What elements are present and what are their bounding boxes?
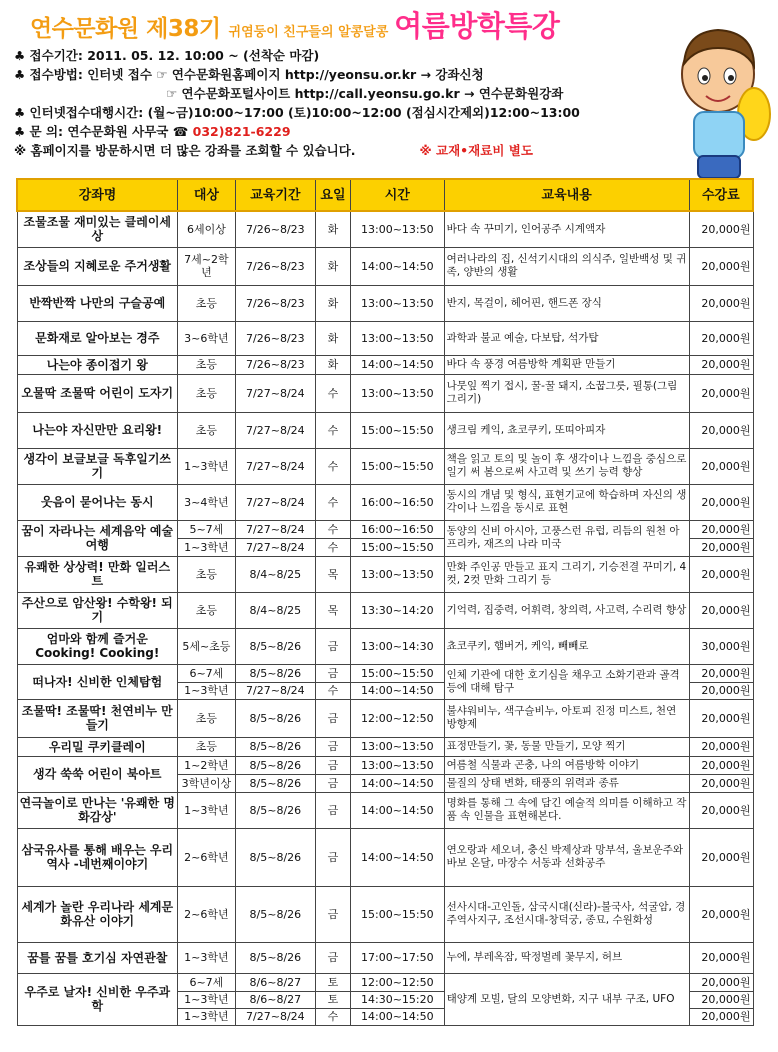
course-period: 7/27~8/24: [235, 520, 315, 538]
course-day: 수: [316, 374, 351, 412]
course-day: 수: [316, 448, 351, 484]
course-content: 표정만들기, 꽃, 동물 만들기, 모양 찍기: [444, 737, 689, 756]
course-period: 8/5~8/26: [235, 628, 315, 664]
course-fee: 20,000원: [689, 682, 753, 699]
course-target: 초등: [178, 737, 236, 756]
course-day: 목: [316, 556, 351, 592]
course-fee: 20,000원: [689, 520, 753, 538]
course-day: 토: [316, 991, 351, 1008]
course-target: 초등: [178, 374, 236, 412]
course-day: 금: [316, 628, 351, 664]
course-target: 초등: [178, 556, 236, 592]
course-day: 금: [316, 774, 351, 792]
course-period: 7/26~8/23: [235, 355, 315, 374]
table-row: [17, 828, 753, 886]
info-contact: [14, 122, 580, 141]
course-period: 8/5~8/26: [235, 774, 315, 792]
course-title: 생각 쑥쑥 어린이 북아트: [17, 756, 178, 792]
course-period: 7/27~8/24: [235, 448, 315, 484]
course-content: 기억력, 집중력, 어휘력, 창의력, 사고력, 수리력 향상: [444, 592, 689, 628]
course-period: 7/26~8/23: [235, 211, 315, 247]
course-fee: 20,000원: [689, 699, 753, 737]
table-row: [17, 556, 753, 592]
course-fee: 20,000원: [689, 756, 753, 774]
table-row: [17, 374, 753, 412]
course-time: 13:30~14:20: [350, 592, 444, 628]
course-target: 3학년이상: [178, 774, 236, 792]
course-period: 8/5~8/26: [235, 886, 315, 942]
course-period: 7/26~8/23: [235, 321, 315, 355]
title-main: 연수문화원 제38기: [30, 16, 221, 42]
course-time: 13:00~13:50: [350, 321, 444, 355]
course-content: 과학과 불교 예술, 다보탑, 석가탑: [444, 321, 689, 355]
course-period: 8/5~8/26: [235, 792, 315, 828]
course-period: 7/27~8/24: [235, 374, 315, 412]
course-fee: 20,000원: [689, 247, 753, 285]
course-period: 7/26~8/23: [235, 247, 315, 285]
course-content: 생크림 케익, 쵸코쿠키, 또띠아피자: [444, 412, 689, 448]
course-target: 1~3학년: [178, 1008, 236, 1025]
course-time: 17:00~17:50: [350, 942, 444, 973]
course-fee: 20,000원: [689, 448, 753, 484]
course-content: 나뭇잎 찍기 접시, 꿀-꿀 돼지, 소꿉그릇, 필통(그림 그리기): [444, 374, 689, 412]
course-title: 꿈틀 꿈틀 호기심 자연관찰: [17, 942, 178, 973]
course-day: 화: [316, 321, 351, 355]
course-content: 여름철 식물과 곤충, 나의 여름방학 이야기: [444, 756, 689, 774]
course-time: 12:00~12:50: [350, 973, 444, 991]
course-day: 목: [316, 592, 351, 628]
course-content: 누에, 부레옥잠, 딱정벌레 꽃무지, 허브: [444, 942, 689, 973]
course-day: 화: [316, 247, 351, 285]
course-day: 금: [316, 942, 351, 973]
boy-mascot-illustration: [666, 14, 776, 204]
title-sub: 귀염둥이 친구들의 알콩달콩: [228, 25, 389, 40]
course-content: 불샤워비누, 색구슬비누, 아토피 진정 미스트, 천연 방향제: [444, 699, 689, 737]
course-content: 쵸코쿠키, 햄버거, 케익, 빼빼로: [444, 628, 689, 664]
course-period: 8/5~8/26: [235, 942, 315, 973]
col-header: 수강료: [689, 179, 753, 211]
course-fee: 20,000원: [689, 774, 753, 792]
course-content: 인체 기관에 대한 호기심을 채우고 소화기관과 골격 등에 대해 탐구: [444, 664, 689, 699]
course-day: 금: [316, 756, 351, 774]
course-period: 8/6~8/27: [235, 973, 315, 991]
note-fee: ※ 교재•재료비 별도: [419, 143, 533, 158]
course-target: 1~3학년: [178, 942, 236, 973]
course-fee: 20,000원: [689, 484, 753, 520]
course-target: 6세이상: [178, 211, 236, 247]
course-fee: 20,000원: [689, 991, 753, 1008]
course-target: 1~3학년: [178, 538, 236, 556]
course-period: 8/5~8/26: [235, 664, 315, 682]
info-period: ♣ 접수기간: 2011. 05. 12. 10:00 ~ (선착순 마감): [14, 48, 320, 63]
course-title: 조상들의 지혜로운 주거생활: [17, 247, 178, 285]
table-row: [17, 211, 753, 247]
course-time: 14:00~14:50: [350, 247, 444, 285]
table-row: [17, 247, 753, 285]
course-time: 16:00~16:50: [350, 520, 444, 538]
course-time: 13:00~13:50: [350, 285, 444, 321]
course-day: 금: [316, 664, 351, 682]
course-day: 금: [316, 792, 351, 828]
course-title: 세계가 놀란 우리나라 세계문화유산 이야기: [17, 886, 178, 942]
course-fee: 20,000원: [689, 592, 753, 628]
course-day: 화: [316, 285, 351, 321]
course-target: 2~6학년: [178, 886, 236, 942]
info-method: ♣ 접수방법: 인터넷 접수 ☞ 연수문화원홈페이지 http://yeonsu.or.kr → 강좌신청: [14, 67, 484, 82]
course-fee: 20,000원: [689, 886, 753, 942]
col-header: 강좌명: [17, 179, 178, 211]
course-day: 수: [316, 1008, 351, 1025]
course-time: 14:00~14:50: [350, 682, 444, 699]
course-time: 13:00~13:50: [350, 756, 444, 774]
course-title: 반짝반짝 나만의 구슬공예: [17, 285, 178, 321]
course-content: 선사시대-고인돌, 삼국시대(신라)-불국사, 석굴암, 경주역사지구, 조선시대-창덕궁, 종묘, 수원화성: [444, 886, 689, 942]
page-header: [0, 0, 778, 178]
course-fee: 20,000원: [689, 792, 753, 828]
course-day: 화: [316, 355, 351, 374]
course-content: 반지, 목걸이, 헤어핀, 핸드폰 장식: [444, 285, 689, 321]
course-period: 8/6~8/27: [235, 991, 315, 1008]
course-time: 14:00~14:50: [350, 1008, 444, 1025]
col-header: 요일: [316, 179, 351, 211]
course-table: [16, 178, 754, 1026]
course-fee: 20,000원: [689, 538, 753, 556]
table-row: [17, 355, 753, 374]
info-method-2: ☞ 연수문화포털사이트 http://call.yeonsu.go.kr → 연수문화원강좌: [166, 86, 564, 101]
table-row: [17, 520, 753, 538]
col-header: 교육기간: [235, 179, 315, 211]
table-row: [17, 756, 753, 774]
course-title: 문화재로 알아보는 경주: [17, 321, 178, 355]
course-target: 초등: [178, 699, 236, 737]
course-content: 동시의 개념 및 형식, 표현기교에 학습하며 자신의 생각이나 느낌을 동시로 표현: [444, 484, 689, 520]
course-target: 초등: [178, 355, 236, 374]
course-time: 14:30~15:20: [350, 991, 444, 1008]
table-row: [17, 886, 753, 942]
course-title: 조물딱! 조물딱! 천연비누 만들기: [17, 699, 178, 737]
course-time: 15:00~15:50: [350, 886, 444, 942]
course-fee: 20,000원: [689, 828, 753, 886]
course-time: 14:00~14:50: [350, 774, 444, 792]
course-fee: 20,000원: [689, 737, 753, 756]
info-hours: ♣ 인터넷접수대행시간: (월~금)10:00~17:00 (토)10:00~12:00 (점심시간제외)12:00~13:00: [14, 105, 580, 120]
course-fee: 20,000원: [689, 664, 753, 682]
table-row: [17, 792, 753, 828]
info-note: [14, 141, 580, 160]
col-header: 시간: [350, 179, 444, 211]
course-content: 바다 속 풍경 여름방학 계획판 만들기: [444, 355, 689, 374]
course-period: 7/27~8/24: [235, 1008, 315, 1025]
course-target: 1~3학년: [178, 448, 236, 484]
course-target: 1~3학년: [178, 792, 236, 828]
course-title: 우주로 날자! 신비한 우주과학: [17, 973, 178, 1025]
course-period: 7/27~8/24: [235, 682, 315, 699]
course-title: 유쾌한 상상력! 만화 일러스트: [17, 556, 178, 592]
course-fee: 20,000원: [689, 1008, 753, 1025]
course-target: 초등: [178, 412, 236, 448]
course-day: 금: [316, 828, 351, 886]
course-title: 연극놀이로 만나는 '유쾌한 명화감상': [17, 792, 178, 828]
course-fee: 20,000원: [689, 556, 753, 592]
course-period: 8/5~8/26: [235, 756, 315, 774]
col-header: 대상: [178, 179, 236, 211]
course-target: 3~6학년: [178, 321, 236, 355]
course-title: 나는야 자신만만 요리왕!: [17, 412, 178, 448]
course-time: 15:00~15:50: [350, 538, 444, 556]
course-target: 5~7세: [178, 520, 236, 538]
course-day: 금: [316, 737, 351, 756]
course-day: 수: [316, 682, 351, 699]
course-period: 8/4~8/25: [235, 556, 315, 592]
course-time: 15:00~15:50: [350, 664, 444, 682]
course-target: 7세~2학년: [178, 247, 236, 285]
course-period: 7/27~8/24: [235, 538, 315, 556]
table-row: [17, 973, 753, 991]
course-content: 여러나라의 집, 신석기시대의 의식주, 일반백성 및 귀족, 양반의 생활: [444, 247, 689, 285]
table-row: [17, 664, 753, 682]
course-fee: 20,000원: [689, 211, 753, 247]
course-time: 13:00~13:50: [350, 737, 444, 756]
course-period: 7/26~8/23: [235, 285, 315, 321]
table-row: [17, 412, 753, 448]
title-row: [30, 4, 559, 45]
course-content: 책을 읽고 토의 및 놀이 후 생각이나 느낌을 중심으로 일기 써 봄으로써 사고력 및 쓰기 능력 향상: [444, 448, 689, 484]
table-row: [17, 321, 753, 355]
course-title: 삼국유사를 통해 배우는 우리역사 -네번째이야기: [17, 828, 178, 886]
course-time: 13:00~13:50: [350, 556, 444, 592]
table-row: [17, 285, 753, 321]
note-text: ※ 홈페이지를 방문하시면 더 많은 강좌를 조회할 수 있습니다.: [14, 143, 356, 158]
course-content: 바다 속 꾸미기, 인어공주 시계액자: [444, 211, 689, 247]
table-row: [17, 628, 753, 664]
table-row: [17, 942, 753, 973]
course-target: 3~4학년: [178, 484, 236, 520]
course-content: 만화 주인공 만들고 표지 그리기, 기승전결 꾸미기, 4컷, 2컷 만화 그리기 등: [444, 556, 689, 592]
course-day: 수: [316, 520, 351, 538]
course-content: 물질의 상태 변화, 태풍의 위력과 종류: [444, 774, 689, 792]
course-time: 13:00~13:50: [350, 374, 444, 412]
course-time: 12:00~12:50: [350, 699, 444, 737]
course-period: 7/27~8/24: [235, 484, 315, 520]
course-time: 15:00~15:50: [350, 448, 444, 484]
table-row: [17, 592, 753, 628]
course-target: 5세~초등: [178, 628, 236, 664]
course-fee: 20,000원: [689, 321, 753, 355]
course-content: 명화를 통해 그 속에 담긴 예술적 의미를 이해하고 작품 속 인물을 표현해본다.: [444, 792, 689, 828]
course-title: 웃음이 묻어나는 동시: [17, 484, 178, 520]
course-title: 나는야 종이접기 왕: [17, 355, 178, 374]
table-header-row: [17, 179, 753, 211]
info-block: [14, 46, 580, 160]
course-fee: 20,000원: [689, 973, 753, 991]
contact-phone: 032)821-6229: [192, 124, 291, 139]
course-time: 13:00~14:30: [350, 628, 444, 664]
course-title: 엄마와 함께 즐거운 Cooking! Cooking!: [17, 628, 178, 664]
course-fee: 20,000원: [689, 285, 753, 321]
course-target: 1~3학년: [178, 991, 236, 1008]
title-big: 여름방학특강: [394, 9, 560, 43]
course-target: 초등: [178, 592, 236, 628]
course-time: 16:00~16:50: [350, 484, 444, 520]
course-fee: 20,000원: [689, 412, 753, 448]
course-title: 떠나자! 신비한 인체탐험: [17, 664, 178, 699]
course-content: 태양계 모빌, 달의 모양변화, 지구 내부 구조, UFO: [444, 973, 689, 1025]
course-period: 8/5~8/26: [235, 737, 315, 756]
course-title: 꿈이 자라나는 세계음악 예술여행: [17, 520, 178, 556]
course-period: 8/5~8/26: [235, 828, 315, 886]
course-target: 6~7세: [178, 973, 236, 991]
course-target: 초등: [178, 285, 236, 321]
course-fee: 20,000원: [689, 355, 753, 374]
course-time: 14:00~14:50: [350, 828, 444, 886]
course-fee: 20,000원: [689, 942, 753, 973]
contact-label: ♣ 문 의: 연수문화원 사무국 ☎: [14, 124, 193, 139]
course-time: 14:00~14:50: [350, 355, 444, 374]
table-row: [17, 737, 753, 756]
course-content: 연오랑과 세오녀, 충신 박제상과 망부석, 울보운주와 바보 온달, 마장수 서동과 선화공주: [444, 828, 689, 886]
table-row: [17, 448, 753, 484]
course-target: 2~6학년: [178, 828, 236, 886]
table-row: [17, 484, 753, 520]
table-row: [17, 699, 753, 737]
course-period: 8/4~8/25: [235, 592, 315, 628]
course-title: 오물딱 조물딱 어린이 도자기: [17, 374, 178, 412]
course-fee: 20,000원: [689, 374, 753, 412]
course-day: 금: [316, 886, 351, 942]
course-day: 수: [316, 412, 351, 448]
course-day: 화: [316, 211, 351, 247]
course-time: 15:00~15:50: [350, 412, 444, 448]
course-time: 13:00~13:50: [350, 211, 444, 247]
course-title: 주산으로 암산왕! 수학왕! 되기: [17, 592, 178, 628]
course-content: 동양의 신비 아시아, 고풍스런 유럽, 리듬의 원천 아프리카, 재즈의 나라 미국: [444, 520, 689, 556]
course-day: 토: [316, 973, 351, 991]
course-time: 14:00~14:50: [350, 792, 444, 828]
col-header: 교육내용: [444, 179, 689, 211]
course-title: 생각이 보글보글 독후일기쓰기: [17, 448, 178, 484]
table-body: [17, 211, 753, 1025]
course-target: 6~7세: [178, 664, 236, 682]
course-day: 수: [316, 484, 351, 520]
course-period: 8/5~8/26: [235, 699, 315, 737]
course-target: 1~2학년: [178, 756, 236, 774]
course-fee: 30,000원: [689, 628, 753, 664]
course-title: 조물조물 재미있는 클레이세상: [17, 211, 178, 247]
course-day: 수: [316, 538, 351, 556]
course-target: 1~3학년: [178, 682, 236, 699]
course-period: 7/27~8/24: [235, 412, 315, 448]
course-day: 금: [316, 699, 351, 737]
course-title: 우리밀 쿠키클레이: [17, 737, 178, 756]
